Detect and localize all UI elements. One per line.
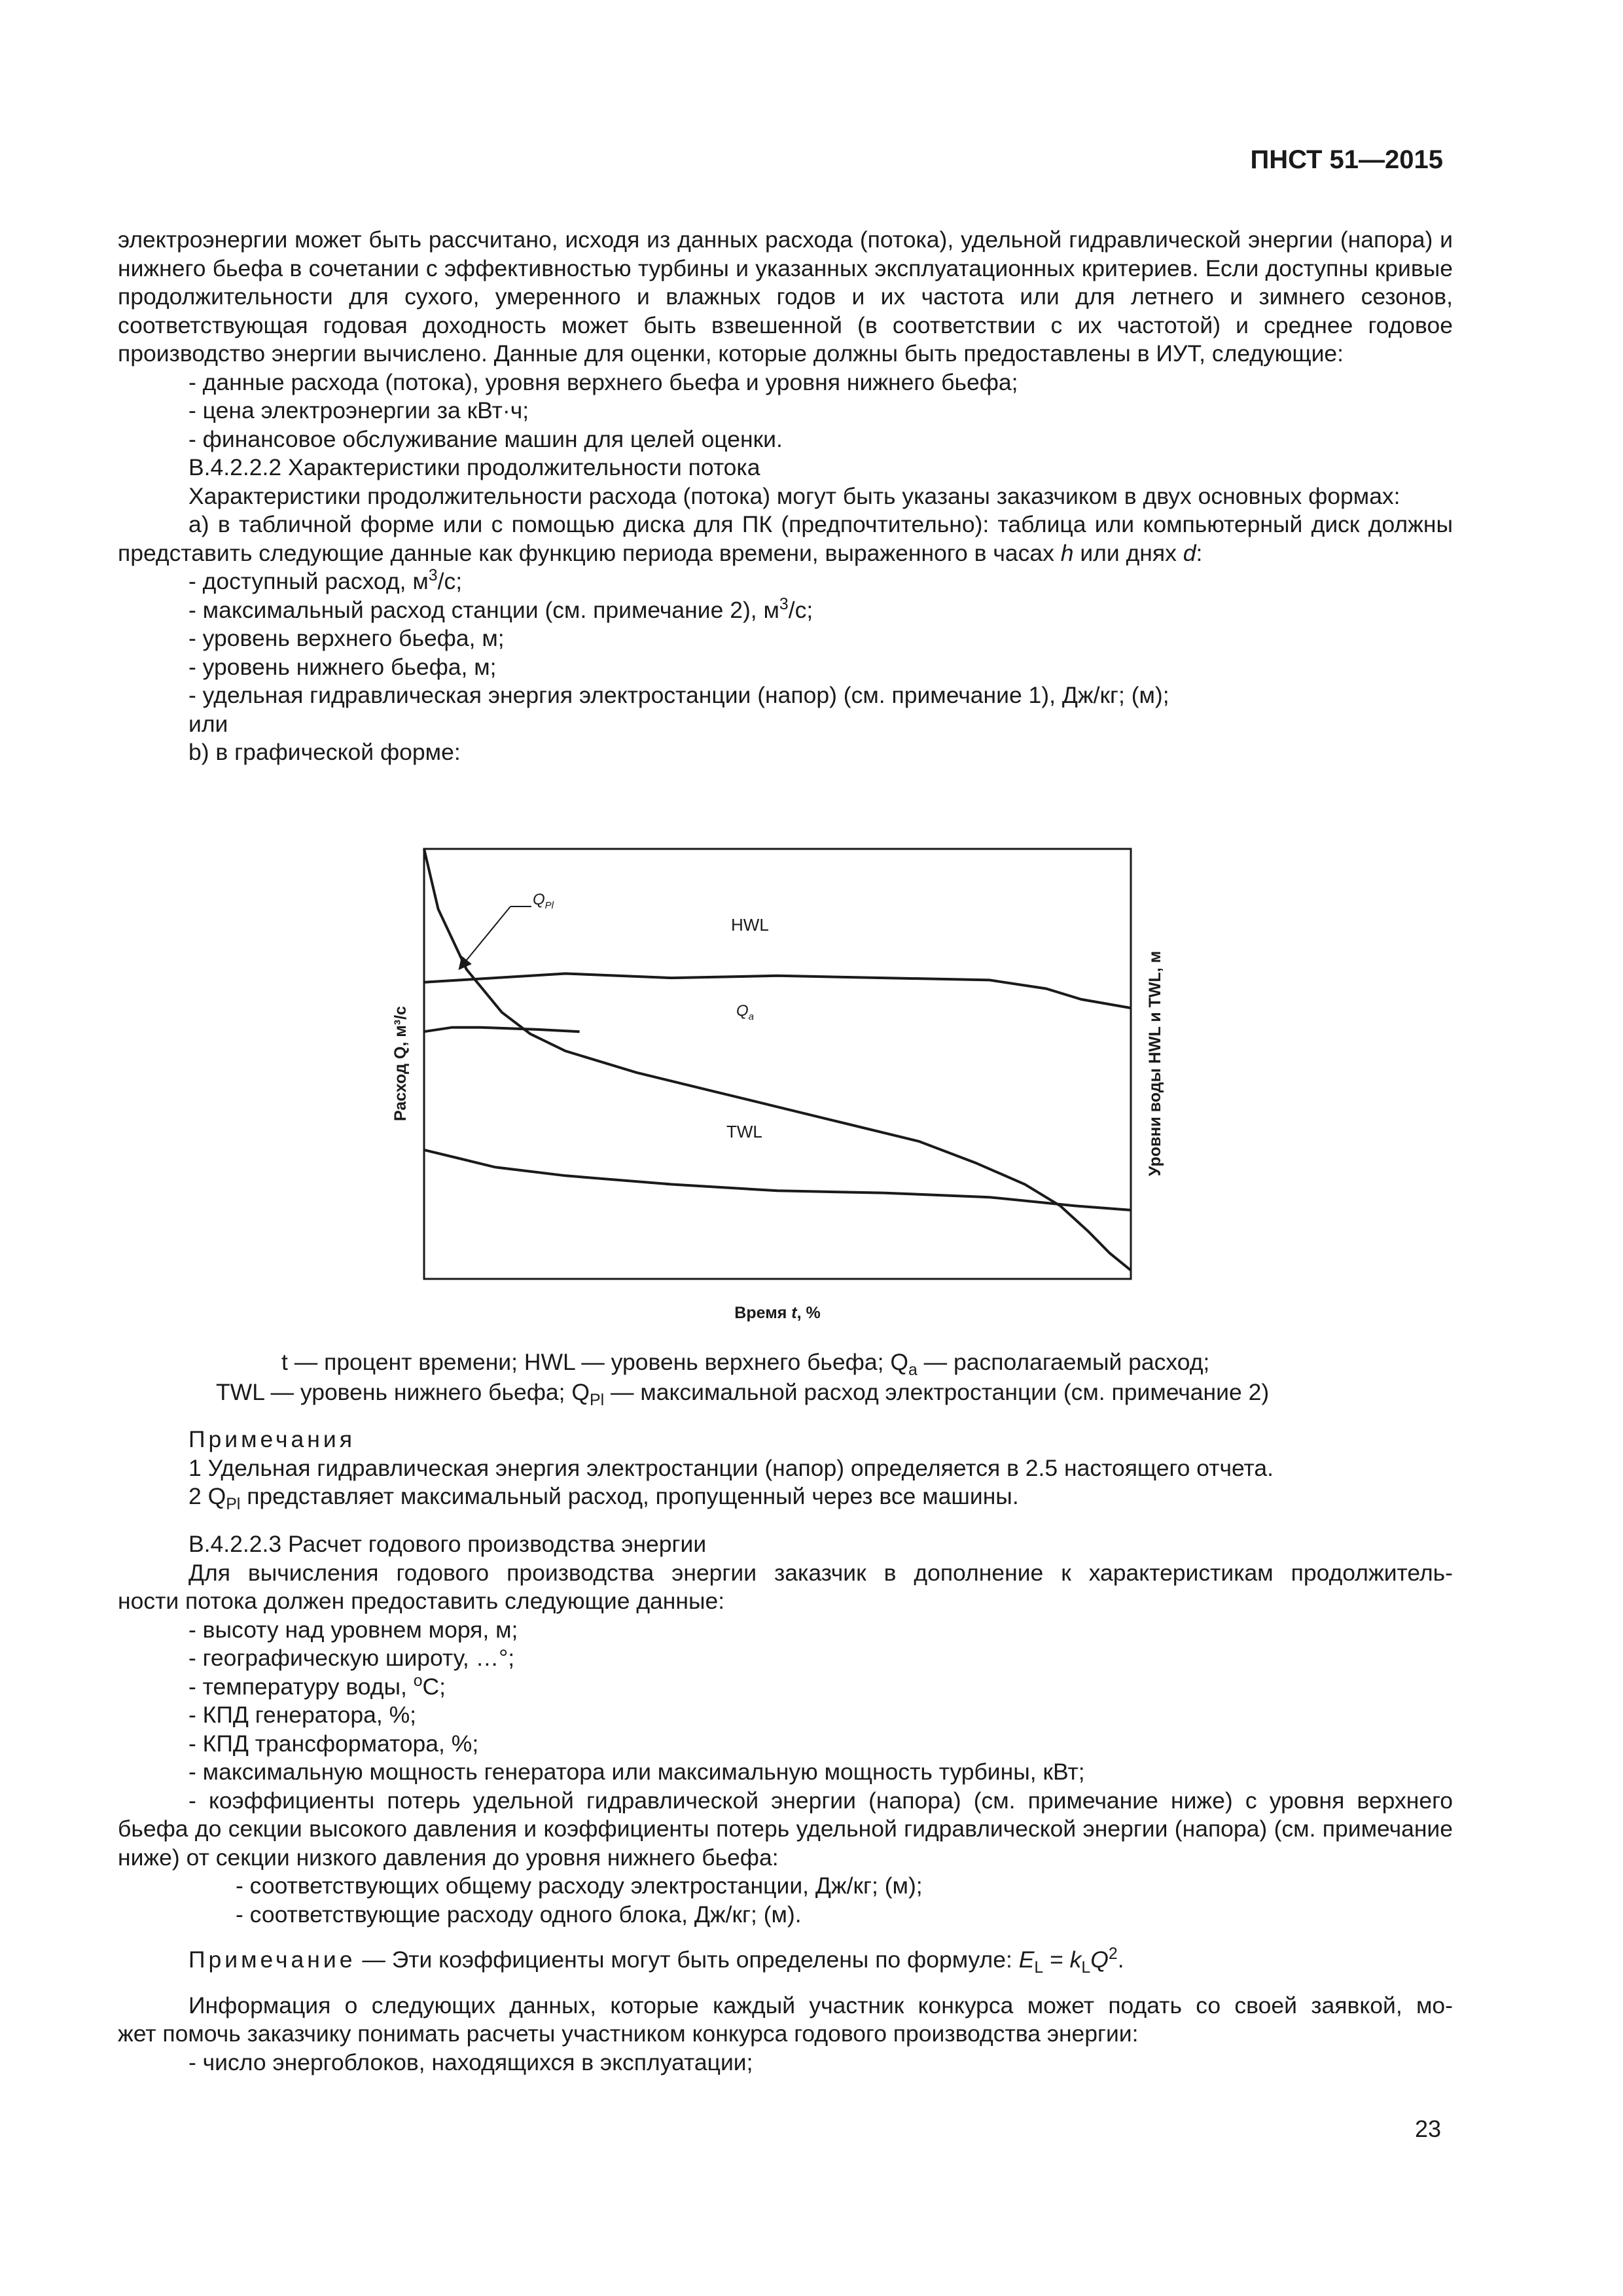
qa-curve [424, 849, 1131, 1270]
paragraph-intro: электроэнергии может быть рассчитано, исходя из данных расхода (потока), удельной гидравлической энергии (напора) и нижнего бьефа в сочетании с эффективностью турбины и указанных эксплуатационных критериев. Если доступны кривые продолжительности для сухого, умеренного и влажных годов и их частота или для летнего и зимнего сезонов, соответствующая годовая доходность может быть взвешенной (в соответствии с их частотой) и среднее годовое производство энергии вычислено. Данные для оценки, которые должны быть предоставлены в ИУТ, следующие: [118, 226, 1453, 367]
paragraph-line: ности потока должен предоставить следующие данные: [118, 1588, 725, 1614]
note-2: 2 $Q_{Pl}$ представляет максимальный расход, пропущенный через все машины. [188, 1483, 1019, 1514]
x-axis-label: Время t, % [734, 1304, 821, 1322]
plot-frame [424, 849, 1131, 1279]
list-item: или [188, 710, 228, 737]
caption-line-1: t — процент времени; HWL — уровень верхнего бьефа; $Q_a$ — располагаемый расход; [281, 1349, 1210, 1380]
notes-heading: Примечания [188, 1426, 355, 1452]
flow-duration-figure [380, 838, 1185, 1335]
list-item: - температуру воды, $^o$С; [188, 1672, 446, 1700]
paragraph-table-form: а) в табличной форме или с помощью диска для ПК (предпочтительно): таблица или компьютерный диск должны представить следующие данные как функцию периода времени, выраженного в часах h или днях d: [118, 511, 1453, 566]
list-item: - КПД трансформатора, %; [188, 1730, 479, 1757]
sub-list-item: - соответствующих общему расходу электростанции, Дж/кг; (м); [236, 1873, 923, 1899]
section-heading: В.4.2.2.2 Характеристики продолжительности потока [188, 454, 760, 480]
formula-note: Примечание — Эти коэффициенты могут быть определены по формуле: $E_L = k_LQ^2$. [188, 1945, 1124, 1977]
y-axis-right-label: Уровни воды HWL и TWL, м [1146, 950, 1164, 1177]
caption-line-2: TWL — уровень нижнего бьефа; $Q_{Pl}$ — максимальной расход электростанции (см. примечание 2) [216, 1379, 1270, 1410]
qa-label: $Q_a$ [736, 1002, 755, 1022]
twl-curve [424, 1150, 1131, 1210]
list-item: - уровень нижнего бьефа, м; [188, 653, 497, 680]
list-item: b) в графической форме: [188, 739, 461, 765]
list-item: - коэффициенты потерь удельной гидравлической энергии (напора) (см. примечание ниже) с уровня верхнего бьефа до секции высокого давления и коэффициенты потерь удельной гидравлической энергии (напора) (см. примечание ниже) от секции низкого давления до уровня нижнего бьефа: [118, 1787, 1453, 1871]
hwl-curve [424, 974, 1131, 1009]
qpl-curve [424, 1028, 580, 1032]
figure-caption [118, 1347, 1453, 1410]
note-1: 1 Удельная гидравлическая энергия электростанции (напор) определяется в 2.5 настоящего отчета. [188, 1454, 1274, 1481]
list-item: - данные расхода (потока), уровня верхнего бьефа и уровня нижнего бьефа; [188, 368, 1018, 395]
paragraph-line: жет помочь заказчику понимать расчеты участником конкурса годового производства энергии: [118, 2020, 1139, 2047]
document-code: ПНСТ 51—2015 [1250, 145, 1443, 174]
sub-list-item: - соответствующие расходу одного блока, Дж/кг; (м). [236, 1901, 802, 1928]
list-item: - КПД генератора, %; [188, 1702, 416, 1728]
list-item: - высоту над уровнем моря, м; [188, 1616, 518, 1643]
list-item: - удельная гидравлическая энергия электростанции (напор) (см. примечание 1), Дж/кг; (м); [188, 682, 1169, 708]
y-axis-left-label: Расход Q, м³/с [391, 1006, 410, 1121]
list-item: - уровень верхнего бьефа, м; [188, 625, 505, 651]
qpl-label: $Q_{Pl}$ [533, 891, 554, 911]
list-item: - финансовое обслуживание машин для целей оценки. [188, 425, 783, 452]
list-item: - доступный расход, $м^3/с$; [188, 567, 463, 594]
page-number: 23 [1414, 2115, 1441, 2142]
qpl-arrow [460, 906, 510, 968]
text-block-1 [118, 226, 1453, 767]
list-item: - максимальный расход станции (см. примечание 2), $м^3/с$; [188, 595, 813, 623]
twl-label: TWL [726, 1122, 762, 1141]
paragraph: Характеристики продолжительности расхода (потока) могут быть указаны заказчиком в двух основных формах: [188, 482, 1400, 509]
list-item: - максимальную мощность генератора или максимальную мощность турбины, кВт; [188, 1759, 1085, 1785]
paragraph-line: Для вычисления годового производства энергии заказчик в дополнение к характеристикам продолжитель- [188, 1559, 1453, 1586]
text-block-2 [118, 1530, 1453, 2077]
list-item: - географическую широту, …°; [188, 1645, 515, 1671]
notes-block [118, 1426, 1453, 1514]
list-item: - число энергоблоков, находящихся в эксплуатации; [188, 2049, 753, 2075]
list-item: - цена электроэнергии за кВт·ч; [188, 397, 529, 423]
hwl-label: HWL [731, 915, 769, 935]
section-heading: В.4.2.2.3 Расчет годового производства энергии [188, 1531, 707, 1557]
figure-svg [380, 838, 1185, 1335]
paragraph-line: Информация о следующих данных, которые каждый участник конкурса может подать со своей заявкой, мо- [188, 1992, 1453, 2018]
